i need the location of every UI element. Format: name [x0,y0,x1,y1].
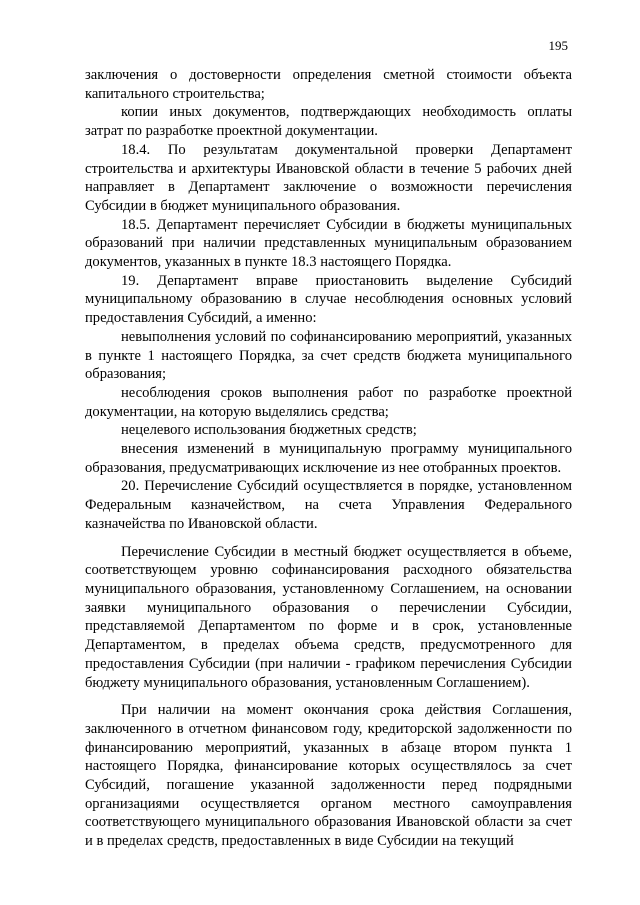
paragraph-9: внесения изменений в муниципальную программу муниципального образования, предусматривающих исключение из нее отобранных проектов. [85,441,572,476]
paragraph-10: 20. Перечисление Субсидий осуществляется в порядке, установленном Федеральным казначейством, на счета Управления Федерального казначейства по Ивановской области. [85,478,572,532]
paragraph-7: несоблюдения сроков выполнения работ по разработке проектной документации, на которую выделялись средства; [85,384,572,420]
paragraph-3: 18.4. По результатам документальной проверки Департамент строительства и архитектуры Ивановской области в течение 5 рабочих дней направляет в Департамент заключение о возможности перечисления Субсидии в бюджет муниципального образования. [85,141,572,214]
paragraph-5: 19. Департамент вправе приостановить выделение Субсидий муниципальному образованию в случае несоблюдения основных условий предоставления Субсидий, а именно: [85,272,572,327]
paragraph-2: копии иных документов, подтверждающих необходимость оплаты затрат по разработке проектной документации. [85,104,572,140]
paragraph-11: Перечисление Субсидии в местный бюджет осуществляется в объеме, соответствующем уровню софинансирования расходного обязательства муниципального образования, установленному Соглашением, на основании заявки муниципального образования о перечислении Субсидии, представляемой Департаментом по форме и в срок, установленные Департаментом, в пределах объема средств, предусмотренного для предоставления Субсидии (при наличии - графиком перечисления Субсидии бюджету муниципального образования, установленным Соглашением). [85,543,572,691]
paragraph-4: 18.5. Департамент перечисляет Субсидии в бюджеты муниципальных образований при наличии представленных муниципальным образованием документов, указанных в пункте 18.3 настоящего Порядка. [85,216,572,271]
document-body [85,66,572,851]
paragraph-12: При наличии на момент окончания срока действия Соглашения, заключенного в отчетном финансовом году, кредиторской задолженности по финансированию мероприятий, указанных в абзаце втором пункта 1 настоящего Порядка, финансирование которых осуществлялось за счет Субсидий, погашение указанной задолженности перед подрядными организациями осуществляется органом местного самоуправления соответствующего муниципального образования Ивановской области за счет и в пределах средств, предоставленных в виде Субсидии на текущий [85,702,572,850]
paragraph-6: невыполнения условий по софинансированию мероприятий, указанных в пункте 1 настоящего Порядка, за счет средств бюджета муниципального образования; [85,328,572,383]
paragraph-8: нецелевого использования бюджетных средств; [121,422,417,439]
paragraph-1: заключения о достоверности определения сметной стоимости объекта капитального строительства; [85,67,572,102]
page-number: 195 [548,38,568,53]
